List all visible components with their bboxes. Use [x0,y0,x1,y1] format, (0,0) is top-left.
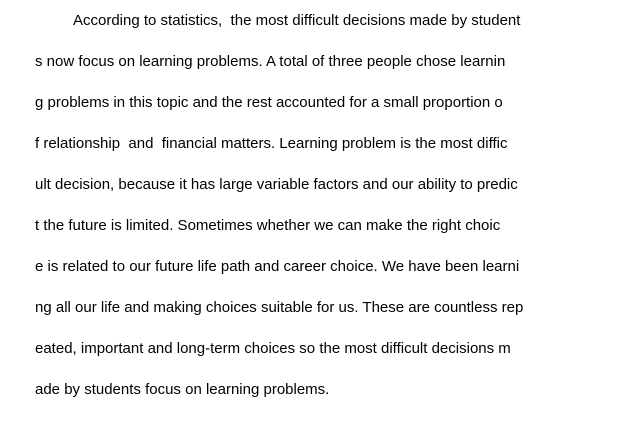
paragraph-line-5: ult decision, because it has large variable factors and our ability to predic [35,176,518,193]
paragraph-line-9: eated, important and long-term choices so the most difficult decisions m [35,340,511,357]
paragraph-line-8: ng all our life and making choices suitable for us. These are countless rep [35,299,524,316]
paragraph-line-6: t the future is limited. Sometimes whether we can make the right choic [35,217,501,234]
paragraph-line-1: According to statistics, the most difficult decisions made by student [73,12,521,29]
paragraph-line-4: f relationship and financial matters. Learning problem is the most diffic [35,135,508,152]
paragraph-line-7: e is related to our future life path and career choice. We have been learni [35,258,520,275]
paragraph-line-10: ade by students focus on learning problems. [35,381,330,398]
paragraph-line-2: s now focus on learning problems. A total of three people chose learnin [35,53,506,70]
paragraph-line-3: g problems in this topic and the rest accounted for a small proportion o [35,94,503,111]
